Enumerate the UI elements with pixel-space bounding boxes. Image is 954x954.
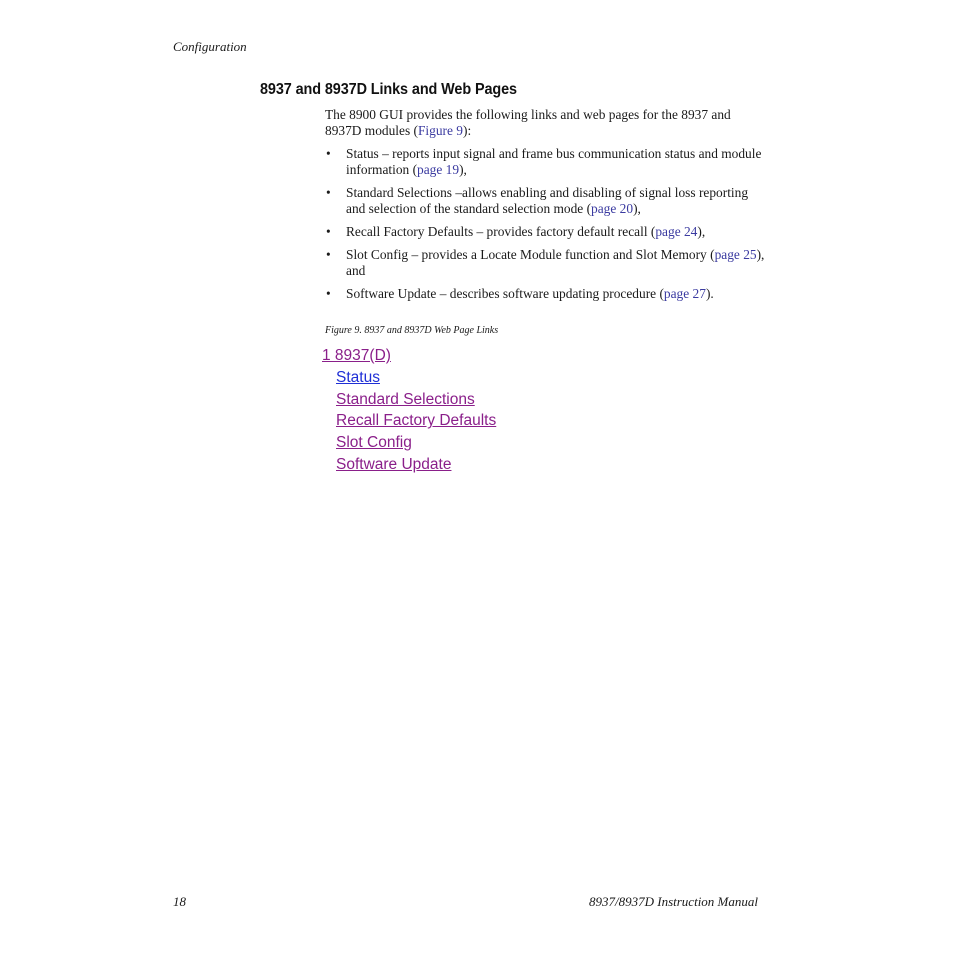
standard-selections-link[interactable]: Standard Selections [336, 390, 475, 408]
section-body [325, 107, 765, 302]
list-item: • Standard Selections –allows enabling and disabling of signal loss reporting and selection of the standard selection mode (page 20), [326, 185, 749, 216]
page-27-link[interactable]: page 27 [663, 286, 706, 301]
status-link[interactable]: Status [336, 368, 380, 386]
manual-title: 8937/8937D Instruction Manual [589, 894, 758, 909]
list-item: • Status – reports input signal and frame bus communication status and module information (page 19), [326, 146, 762, 177]
slot-config-link[interactable]: Slot Config [336, 434, 412, 452]
software-update-link[interactable]: Software Update [336, 455, 452, 473]
figure-9-link[interactable]: Figure 9 [417, 123, 463, 138]
web-page-links-figure [322, 345, 496, 476]
list-item: • Recall Factory Defaults – provides factory default recall (page 24), [326, 224, 706, 239]
intro-paragraph: The 8900 GUI provides the following links and web pages for the 8937 and 8937D modules (Figure 9): [325, 107, 731, 138]
running-head: Configuration [173, 39, 247, 54]
section-title: 8937 and 8937D Links and Web Pages [260, 81, 517, 98]
figure-caption: Figure 9. 8937 and 8937D Web Page Links [325, 325, 499, 336]
page-20-link[interactable]: page 20 [591, 201, 634, 216]
page-19-link[interactable]: page 19 [417, 162, 460, 177]
list-item: • Software Update – describes software updating procedure (page 27). [326, 286, 714, 301]
page-number: 18 [173, 894, 186, 909]
bullet-icon: • [326, 146, 331, 161]
list-item: • Slot Config – provides a Locate Module function and Slot Memory (page 25), and [326, 247, 765, 278]
bullet-icon: • [326, 247, 331, 262]
bullet-icon: • [326, 286, 331, 301]
bullet-icon: • [326, 224, 331, 239]
feature-list [325, 146, 765, 302]
page-25-link[interactable]: page 25 [714, 247, 757, 262]
page-24-link[interactable]: page 24 [655, 224, 698, 239]
bullet-icon: • [326, 185, 331, 200]
recall-factory-defaults-link[interactable]: Recall Factory Defaults [336, 412, 497, 430]
module-link-8937d[interactable]: 1 8937(D) [322, 347, 391, 364]
